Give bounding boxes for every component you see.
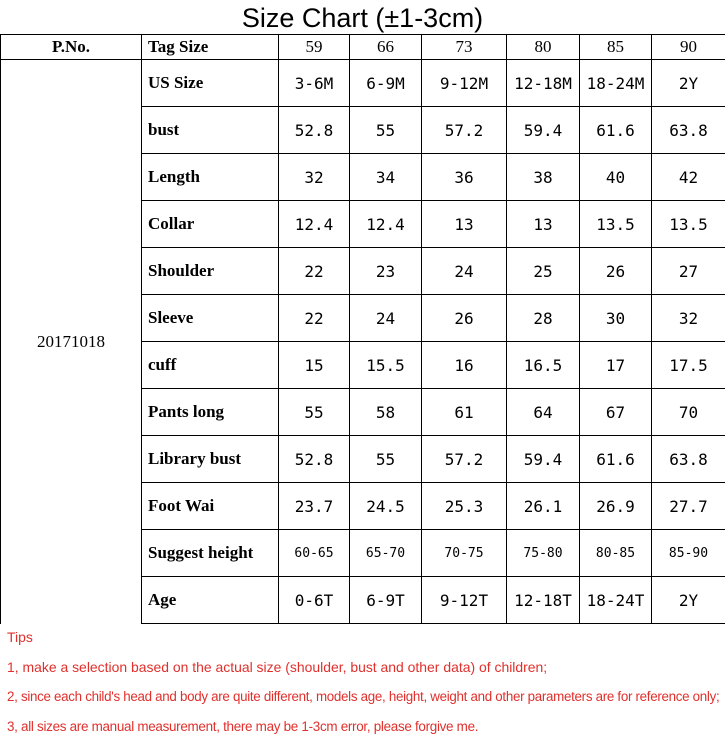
value-cell: 26 [422,295,507,342]
size-chart-table [0,34,725,624]
size-header-cell: 80 [507,35,580,60]
value-cell: 12-18M [507,60,580,107]
row-label: Age [142,577,279,624]
value-cell: 28 [507,295,580,342]
value-cell: 18-24M [580,60,652,107]
value-cell: 60-65 [279,530,350,577]
value-cell: 27 [652,248,725,295]
value-cell: 23 [350,248,422,295]
value-cell: 61.6 [580,436,652,483]
row-label: Library bust [142,436,279,483]
value-cell: 55 [350,107,422,154]
value-cell: 27.7 [652,483,725,530]
value-cell: 55 [350,436,422,483]
pno-header: P.No. [1,35,142,60]
tips-section [7,626,722,746]
value-cell: 26 [580,248,652,295]
row-label: Collar [142,201,279,248]
value-cell: 52.8 [279,436,350,483]
row-label: Foot Wai [142,483,279,530]
value-cell: 9-12M [422,60,507,107]
value-cell: 75-80 [507,530,580,577]
value-cell: 40 [580,154,652,201]
value-cell: 32 [652,295,725,342]
size-header-cell: 73 [422,35,507,60]
pno-value: 20171018 [1,60,142,624]
value-cell: 12.4 [350,201,422,248]
row-label: Pants long [142,389,279,436]
value-cell: 70-75 [422,530,507,577]
value-cell: 55 [279,389,350,436]
value-cell: 16 [422,342,507,389]
value-cell: 36 [422,154,507,201]
value-cell: 24 [422,248,507,295]
size-header-cell: 66 [350,35,422,60]
value-cell: 12-18T [507,577,580,624]
row-label: Sleeve [142,295,279,342]
value-cell: 26.9 [580,483,652,530]
value-cell: 63.8 [652,436,725,483]
value-cell: 80-85 [580,530,652,577]
value-cell: 22 [279,295,350,342]
value-cell: 2Y [652,577,725,624]
value-cell: 25 [507,248,580,295]
tag-size-header: Tag Size [142,35,279,60]
row-label: US Size [142,60,279,107]
value-cell: 52.8 [279,107,350,154]
value-cell: 32 [279,154,350,201]
value-cell: 6-9T [350,577,422,624]
value-cell: 63.8 [652,107,725,154]
tip-line: 2, since each child's head and body are quite different, models age, height, weight and other parameters are for reference only; [7,686,714,716]
value-cell: 13.5 [652,201,725,248]
row-label: cuff [142,342,279,389]
value-cell: 12.4 [279,201,350,248]
value-cell: 17.5 [652,342,725,389]
size-header-cell: 90 [652,35,725,60]
value-cell: 2Y [652,60,725,107]
value-cell: 9-12T [422,577,507,624]
value-cell: 24 [350,295,422,342]
value-cell: 57.2 [422,107,507,154]
row-label: Shoulder [142,248,279,295]
size-header-cell: 59 [279,35,350,60]
value-cell: 67 [580,389,652,436]
value-cell: 6-9M [350,60,422,107]
value-cell: 59.4 [507,436,580,483]
tip-line: 3, all sizes are manual measurement, there may be 1-3cm error, please forgive me. [7,716,719,746]
value-cell: 15 [279,342,350,389]
page-title: Size Chart (±1-3cm) [0,0,725,34]
value-cell: 34 [350,154,422,201]
size-header-cell: 85 [580,35,652,60]
value-cell: 23.7 [279,483,350,530]
value-cell: 25.3 [422,483,507,530]
value-cell: 3-6M [279,60,350,107]
value-cell: 13.5 [580,201,652,248]
value-cell: 0-6T [279,577,350,624]
value-cell: 64 [507,389,580,436]
value-cell: 38 [507,154,580,201]
row-label: bust [142,107,279,154]
value-cell: 65-70 [350,530,422,577]
value-cell: 18-24T [580,577,652,624]
value-cell: 58 [350,389,422,436]
header-row [1,35,725,60]
value-cell: 24.5 [350,483,422,530]
value-cell: 13 [422,201,507,248]
value-cell: 13 [507,201,580,248]
tips-heading: Tips [7,626,719,656]
value-cell: 26.1 [507,483,580,530]
value-cell: 85-90 [652,530,725,577]
value-cell: 15.5 [350,342,422,389]
value-cell: 61.6 [580,107,652,154]
value-cell: 42 [652,154,725,201]
row-label: Suggest height [142,530,279,577]
value-cell: 30 [580,295,652,342]
value-cell: 70 [652,389,725,436]
table-row [1,60,725,107]
row-label: Length [142,154,279,201]
value-cell: 57.2 [422,436,507,483]
value-cell: 16.5 [507,342,580,389]
value-cell: 59.4 [507,107,580,154]
tip-line: 1, make a selection based on the actual size (shoulder, bust and other data) of children; [7,656,719,686]
value-cell: 17 [580,342,652,389]
value-cell: 22 [279,248,350,295]
value-cell: 61 [422,389,507,436]
